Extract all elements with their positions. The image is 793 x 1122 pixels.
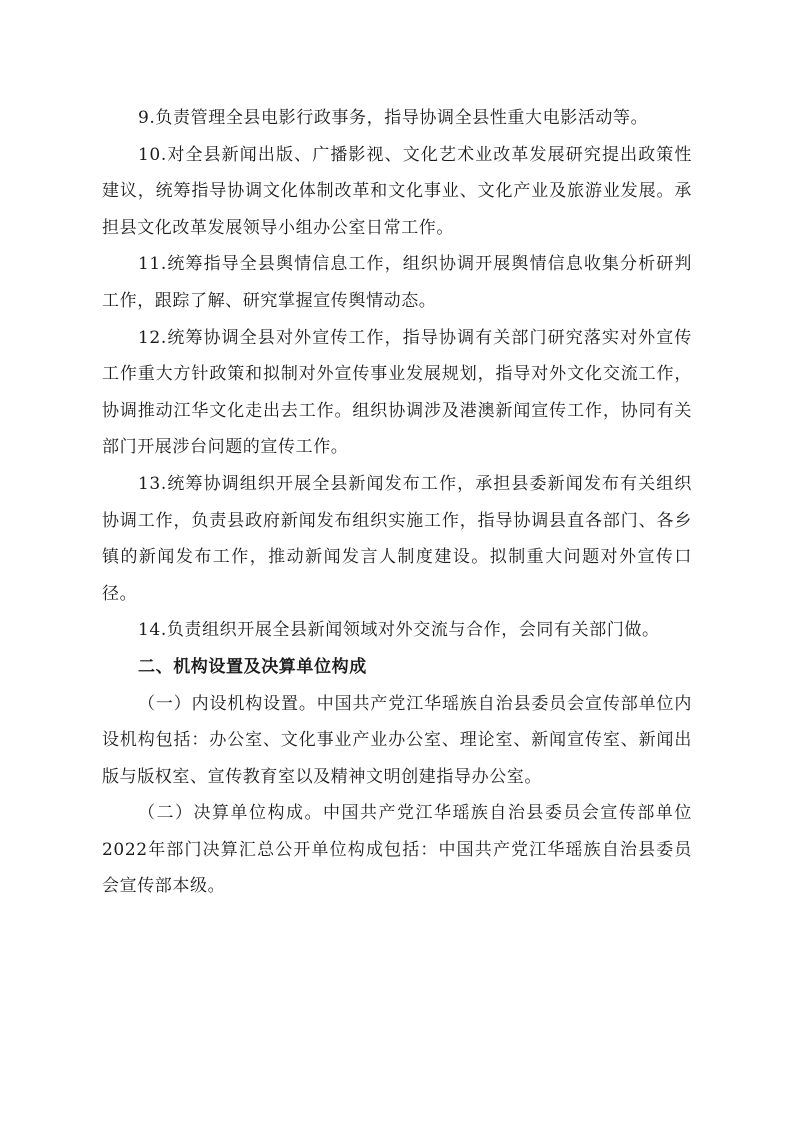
duty-item-11: 11.统筹指导全县舆情信息工作，组织协调开展舆情信息收集分析研判工作，跟踪了解、研究掌握宣传舆情动态。 <box>102 254 692 311</box>
duty-item-9: 9.负责管理全县电影行政事务，指导协调全县性重大电影活动等。 <box>138 108 649 128</box>
section-heading: 二、机构设置及决算单位构成 <box>138 656 367 677</box>
internal-structure-paragraph: （一）内设机构设置。中国共产党江华瑶族自治县委员会宣传部单位内设机构包括：办公室、文化事业产业办公室、理论室、新闻宣传室、新闻出版与版权室、宣传教育室以及精神文明创建指导办公室。 <box>102 693 692 787</box>
document-page <box>102 100 692 905</box>
duty-item-12: 12.统筹协调全县对外宣传工作，指导协调有关部门研究落实对外宣传工作重大方针政策和拟制对外宣传事业发展规划，指导对外文化交流工作，协调推动江华文化走出去工作。组织协调涉及港澳新闻宣传工作，协同有关部门开展涉台问题的宣传工作。 <box>102 327 692 458</box>
budget-unit-paragraph: （二）决算单位构成。中国共产党江华瑶族自治县委员会宣传部单位2022年部门决算汇总公开单位构成包括：中国共产党江华瑶族自治县委员会宣传部本级。 <box>102 803 692 897</box>
duty-item-10: 10.对全县新闻出版、广播影视、文化艺术业改革发展研究提出政策性建议，统筹指导协调文化体制改革和文化事业、文化产业及旅游业发展。承担县文化改革发展领导小组办公室日常工作。 <box>102 144 692 238</box>
duty-item-13: 13.统筹协调组织开展全县新闻发布工作，承担县委新闻发布有关组织协调工作，负责县政府新闻发布组织实施工作，指导协调县直各部门、各乡镇的新闻发布工作，推动新闻发言人制度建设。拟制重大问题对外宣传口径。 <box>102 473 692 604</box>
duty-item-14: 14.负责组织开展全县新闻领域对外交流与合作，会同有关部门做。 <box>138 620 660 641</box>
